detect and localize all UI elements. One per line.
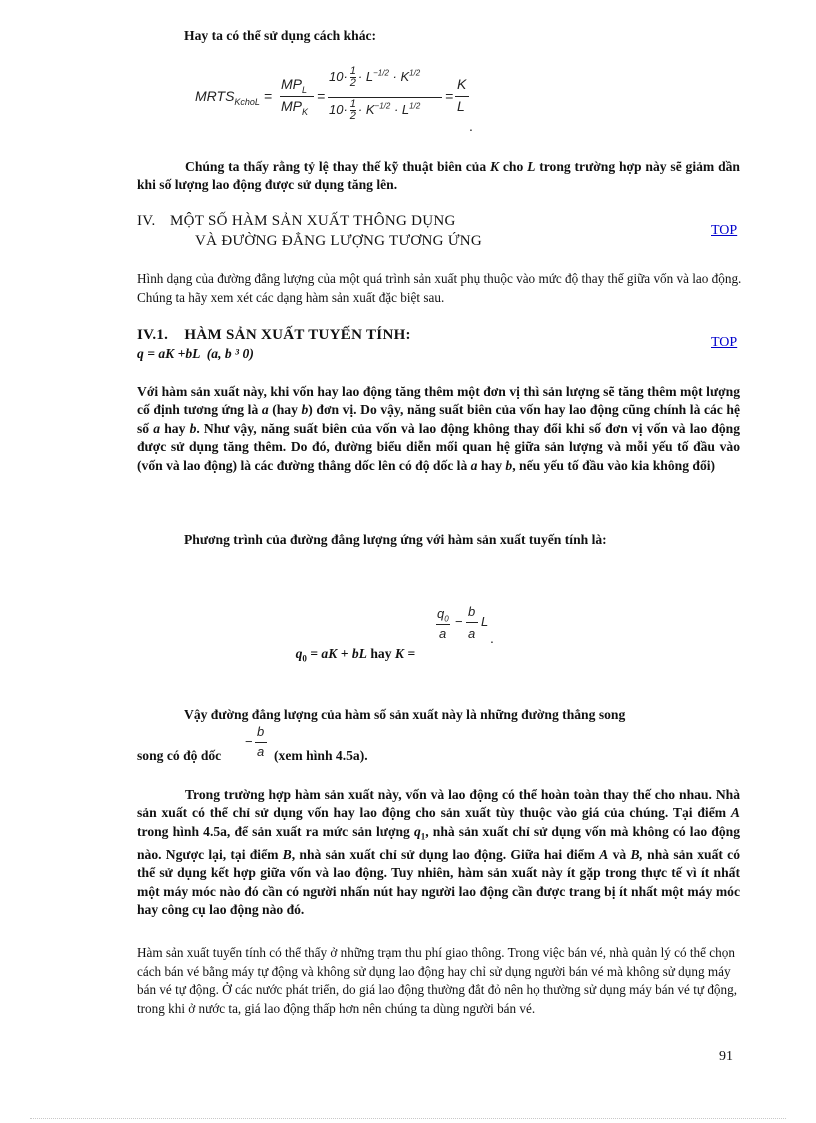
slope-minus: −	[245, 734, 253, 749]
den-l: · L	[390, 101, 410, 117]
para-sub-text5: và	[608, 846, 631, 862]
coef-a: a	[470, 457, 478, 473]
section-iv1-formula: q = aK +bL (a, b ³ 0)	[137, 346, 254, 361]
mrts-equals-2: =	[317, 88, 326, 104]
para-slope-line2-end: (xem hình 4.5a).	[274, 748, 368, 763]
top-link-section-iv[interactable]: TOP	[711, 223, 738, 238]
para-equation-intro: Phương trình của đường đẳng lượng ứng với hàm sản xuất tuyến tính là:	[184, 532, 607, 547]
mrts-subscript: KchoL	[234, 96, 260, 107]
result-fraction-bar	[455, 96, 469, 97]
para-linear-text3: ) đơn vị. Do vậy, năng suất biên của vốn hay lao động cũng chính là các hệ số	[137, 402, 740, 436]
mrts-formula	[195, 62, 485, 140]
mpl-mpk-fraction-bar	[280, 96, 314, 97]
para-slope-line1: Vậy đường đẳng lượng của hàm số sản xuất này là những đường thẳng song	[184, 707, 626, 722]
section-iv-number: IV.	[137, 213, 156, 229]
para-mrts	[137, 158, 740, 195]
iso-frac1-den: a	[439, 626, 447, 641]
mrts-equals: =	[263, 88, 273, 104]
iso-frac2-num: b	[468, 604, 476, 619]
para-sub-text3: , nhà sản xuất chỉ sử dụng vốn mà không có lao động nào. Ngược lại, tại điểm	[137, 823, 740, 862]
coef-a: a	[153, 420, 161, 436]
intro-line: Hay ta có thể sử dụng cách khác:	[184, 28, 377, 43]
den-coef: 10·	[329, 101, 348, 117]
para-linear-text5: . Như vậy, năng suất biên của vốn và lao động không thay đổi khi số đơn vị vốn và lao động được sử dụng tăng thêm. Do đó, đường biểu diễn mối quan hệ giữa sản lượng và mỗi yếu tố đầu vào (vốn và lao động) là các đường thẳng dốc lên có độ dốc là	[137, 420, 740, 473]
para-sub-text6: nhà sản xuất có thể sử dụng kết hợp giữa vốn và lao động. Tuy nhiên, hàm sản xuất này ít gặp trong thực tế vì ít nhất một máy móc nào đó cần có người nhấn nút hay người lao động cần được trang bị ít nhất một máy móc hay công cụ lao động nào đó.	[137, 846, 741, 918]
mpl-subscript: L	[302, 84, 308, 95]
para-sub-text2: trong hình 4.5a, để sản xuất ra mức sản lượng	[137, 823, 414, 839]
num-half-fraction	[350, 66, 356, 89]
mrts-label: MRTS	[195, 88, 235, 104]
para-linear-text4: hay	[160, 420, 190, 436]
page-bottom-divider	[30, 1118, 786, 1119]
slope-fraction-bar	[255, 742, 267, 743]
num-k: · K	[388, 68, 410, 84]
para-linear-text7: , nếu yếu tố đầu vào kia không đổi)	[512, 457, 716, 473]
point-b: B,	[630, 846, 643, 862]
iso-dot: .	[490, 630, 494, 646]
coef-a: a	[261, 402, 269, 418]
coef-b: b	[189, 420, 197, 436]
den-half-fraction	[350, 99, 356, 122]
q0-label: q	[295, 646, 303, 661]
isoquant-hay: hay	[366, 646, 395, 661]
section-iv-title-line2: VÀ ĐƯỜNG ĐẲNG LƯỢNG TƯƠNG ỨNG	[195, 233, 483, 249]
para-sub-text4: , nhà sản xuất chỉ sử dụng lao động. Giữa hai điểm	[291, 846, 600, 862]
den-exp2: 1/2	[409, 101, 421, 111]
iso-l: L	[481, 614, 489, 629]
coef-b: b	[301, 402, 309, 418]
num-exp2: 1/2	[409, 68, 421, 78]
den-half-bottom: 2	[349, 110, 356, 122]
iso-minus: −	[455, 614, 463, 629]
den-half-top: 1	[349, 98, 356, 110]
num-l: · L	[357, 68, 374, 84]
mrts-dot: .	[469, 118, 473, 134]
section-iv-title-line1: MỘT SỐ HÀM SẢN XUẤT THÔNG DỤNG	[170, 213, 456, 229]
var-l: L	[527, 159, 536, 174]
num-half-bottom: 2	[349, 77, 356, 89]
iso-frac1-bar	[436, 624, 450, 625]
den-exp1: −1/2	[374, 101, 391, 111]
isoquant-lhs	[282, 630, 415, 680]
page-number: 91	[719, 1049, 733, 1064]
num-half-top: 1	[349, 65, 356, 77]
slope-den: a	[257, 744, 265, 759]
slope-num: b	[257, 724, 265, 739]
isoquant-k-eq: K =	[394, 646, 416, 661]
para-sub-text1: Trong trường hợp hàm sản xuất này, vốn và lao động có thể hoàn toàn thay thế cho nhau. Nhà sản xuất có thể chỉ sử dụng vốn hay lao động cho sản xuất tùy thuộc vào giá của chúng. Tại điểm	[137, 787, 740, 821]
para-slope-line2: song có độ dốc	[137, 748, 222, 763]
result-k: K	[457, 76, 467, 92]
coef-b: b	[505, 457, 513, 473]
mrts-big-fraction-bar	[328, 97, 442, 98]
point-a: A	[599, 846, 609, 862]
q1-subscript: 1	[420, 831, 426, 842]
section-iv1-title: IV.1. HÀM SẢN XUẤT TUYẾN TÍNH:	[137, 327, 411, 343]
iso-q-sub: 0	[444, 614, 449, 624]
para-mrts-text3: trong trường hợp này sẽ giảm dần khi số lượng lao động được sử dụng tăng lên.	[137, 159, 740, 193]
para-linear-text2: (hay	[268, 402, 302, 418]
para-substitute	[137, 786, 740, 920]
result-l: L	[457, 98, 465, 114]
para-linear	[137, 383, 740, 475]
iso-frac2-den: a	[468, 626, 476, 641]
mrts-lhs	[195, 88, 272, 107]
point-b: B	[282, 846, 292, 862]
num-coef: 10·	[329, 68, 348, 84]
para-mrts-text2: cho	[499, 159, 528, 174]
mpk-label: MP	[281, 98, 302, 114]
q1-label: q	[413, 823, 421, 839]
para-shapes: Hình dạng của đường đẳng lượng của một quá trình sản xuất phụ thuộc vào mức độ thay thế giữa vốn và lao động. Chúng ta hãy xem xét các dạng hàm sản xuất đặc biệt sau.	[137, 271, 742, 305]
iso-frac2-bar	[466, 622, 478, 623]
para-mrts-text1: Chúng ta thấy rằng tỷ lệ thay thế kỹ thuật biên của	[185, 159, 490, 174]
den-k: · K	[357, 101, 375, 117]
mrts-big-denominator	[329, 99, 420, 122]
mpk	[281, 98, 308, 117]
para-linear-text1: Với hàm sản xuất này, khi vốn hay lao động tăng thêm một đơn vị thì sản lượng sẽ tăng thêm một lượng cố định tương ứng là	[137, 384, 740, 418]
mrts-big-numerator	[329, 66, 420, 89]
para-linear-text6: hay	[477, 457, 506, 473]
q0-subscript: 0	[302, 653, 307, 664]
mpl	[281, 76, 307, 95]
mrts-equals-3: =	[445, 88, 454, 104]
top-link-section-iv1[interactable]: TOP	[711, 335, 738, 350]
iso-q: q	[437, 606, 445, 621]
num-exp1: −1/2	[373, 68, 389, 78]
var-k: K	[489, 159, 500, 174]
mpl-label: MP	[281, 76, 302, 92]
para-example: Hàm sản xuất tuyến tính có thể thấy ở những trạm thu phí giao thông. Trong việc bán vé, nhà quản lý có thể chọn cách bán vé bằng máy tự động và không sử dụng lao động hay chỉ sử dụng người bán vé mà không sử dụng máy bán vé tự động. Ở các nước phát triển, do giá lao động thường đắt đỏ nên họ thường sử dụng máy bán vé tự động, trong khi ở nước ta, giá lao động thấp hơn nên chúng ta dùng người bán vé.	[137, 945, 737, 1016]
isoquant-formula	[282, 600, 512, 664]
point-a: A	[730, 805, 740, 821]
mpk-subscript: K	[302, 106, 309, 117]
iso-frac1-num	[437, 606, 449, 624]
isoquant-rhs: = aK + bL	[306, 646, 367, 661]
